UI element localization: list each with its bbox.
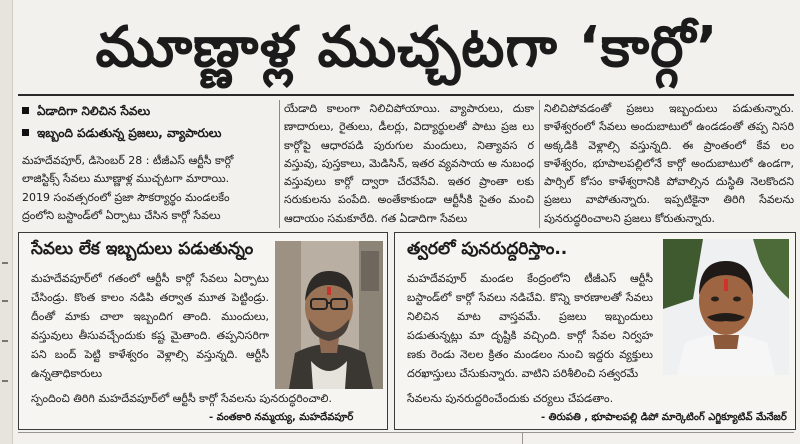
portrait-illustration [663,239,789,375]
quote-heading: త్వరలో పునరుద్దరిస్తాం.. [407,239,568,259]
gutter-mark [2,262,8,264]
article-line: ద్రంలోని బస్టాండ్‌లో ఏర్పాటు చేసిన కార్గో సేవలు [22,208,221,222]
gutter-mark [2,300,8,302]
article-column-1 [22,152,274,228]
resident-photo [275,241,383,389]
gutter-mark [2,380,8,382]
article-column-3: నిలిచిపోవడంతో ప్రజలు ఇబ్బందులు పడుతున్నారు. కాళేశ్వరంలో సేవలు అందుబాటులో ఉండడంతో తప్ప నిసరి అక్కడికి వెళ్లాల్సి వస్తున్నది. ఈ ప్రాంతంలో కేవ లం కాళేశ్వరం, భూపాలపల్లిలోనే కార్గో అందుబాటులో ఉండగా, పార్సిల్‌ కోసం కాళేశ్వరానికి పోవాల్సిన దుస్థితి నెలకొందని ప్రజలు వాపోతున్నారు. ఇప్పటికైనా తిరిగి సేవలను పునరుద్ధరించాలని ప్రజలు కోరుతున్నారు. [544,102,794,225]
quote-text: మహదేవపూర్‌ మండల కేంద్రంలోని టీజీఎస్‌ ఆర్టీసీ బస్టాండ్‌లో కార్గో సేవలు నడిచేవి. కొన్ని కారణాలతో సేవలు నిలిచిన మాట వాస్తవమే. ప్రజలు ఇబ్బందులు పడుతున్నట్లు మా దృష్టికి వచ్చింది. కార్గో సేవల నిర్వహ ణకు రెండు నెలల క్రితం మండలం నుంచి ఇద్దరు వ్యక్తులు దరఖాస్తులు చేసుకున్నారు. వాటిని పరిశీలించి సత్వరమే [407,272,653,380]
quote-attribution: - తిరుపతి , భూపాలపల్లి డిపో మార్కెటింగ్‌ ఎగ్జిక్యూటివ్‌ మేనేజర్‌ [541,412,787,423]
article-line: 2019 సంవత్సరంలో ప్రజా సౌకర్యార్థం మండలకేం [22,190,230,204]
quote-text: మహదేవపూర్‌లో గతంలో ఆర్టీసీ కార్గో సేవలు ఏర్పాటు చేసిండ్రు. కొంత కాలం నడిపి తర్వాత మూత పెట్టిండ్రు. దీంతో మాకు చాలా ఇబ్బందిగ తాంది. ముందులు, వస్తువులు తీసువచ్చేందుకు కష్ట మైతాంది. తప్పనిసరిగా పని బంద్‌ పెట్టి కాళేశ్వరం వెళ్లాల్సి వస్తున్నది. ఆర్టీసీ ఉన్నతాధికారులు [31,272,269,380]
article-column-2: యేడాది కాలంగా నిలిచిపోయాయి. వ్యాపారులు, దుకా ణాదారులు, రైతులు, డీలర్లు, విద్యార్థులతో పాటు ప్రజ లు కార్గోపై ఆధారపడి పురుగుల మందులు, నిత్యావస ర వస్తువు, పుస్తకాలు, మెడిసిన్‌, ఇతర వ్యవసాయ అ నుబంధ వస్తువులు కార్గో ద్వారా చేరవేసేవి. ఇతర ప్రాంతా లకు సరుకులను పంపేది. అంతేకాకుండా ఆర్టీసీకి సైతం మంచి ఆదాయం సమకూరేది. గత ఏడాదిగా సేవలు [284,102,534,225]
quote-box-official [394,232,796,430]
headline: మూణ్ణాళ్ల ముచ్చటగా ‘కార్గో’ [95,15,719,80]
quote-heading: సేవలు లేక ఇబ్బదులు పడుతున్నం [31,239,254,259]
quote-text-last-line: సేవలను పునరుద్దరించేందుకు చర్యలు చేపడతాం. [407,392,614,405]
bullet-item: ఇబ్బంది పడుతున్న ప్రజలు, వ్యాపారులు [22,122,274,144]
bottom-divider [522,432,523,444]
page-gutter [0,0,13,444]
portrait-illustration [275,241,383,389]
quote-attribution: - వంతకారి నమ్మయ్య, మహదేవపూర్‌ [209,412,354,423]
headline-rule [18,94,794,96]
bullet-square-icon [22,129,29,136]
quote-text-last-line: స్పందించి తిరిగి మహదేవపూర్‌లో ఆర్టీసీ కార్గో సేవలను పునరుద్ధరించాలి. [31,392,332,405]
bullet-list [22,100,274,144]
article-line: మహదేవపూర్‌, డిసెంబర్‌ 28 : టీజీఎస్‌ ఆర్టీసీ కార్గో [22,154,234,167]
bullet-item: ఏడాదిగా నిలిచిన సేవలు [22,100,274,122]
column-divider [279,100,280,228]
official-photo [663,239,789,375]
column-divider [539,100,540,228]
bullet-square-icon [22,107,29,114]
gutter-mark [2,340,8,342]
bottom-rule [18,432,794,433]
article-line: లాజిస్టిక్స్‌ సేవలు మూణ్ణాళ్ల ముచ్చటగా మారాయి. [22,172,230,186]
quote-box-resident [18,232,388,430]
